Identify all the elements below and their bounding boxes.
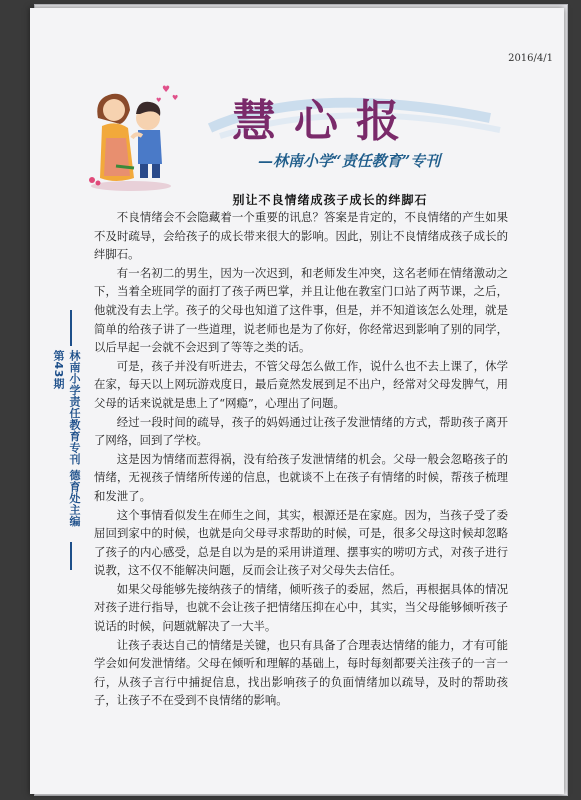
paragraph: 不良情绪会不会隐藏着一个重要的讯息？答案是肯定的，不良情绪的产生如果不及时疏导，会给孩子的成长带来很大的影响。因此，别让不良情绪成孩子成长的绊脚石。 xyxy=(94,210,508,262)
sidebar-column xyxy=(52,310,82,570)
paragraph: 让孩子表达自己的情绪是关键，也只有具备了合理表达情绪的能力，才有可能学会如何发泄情绪。父母在倾听和理解的基础上，每时每刻都要关注孩子的一言一行，从孩子言行中捕捉信息，找出影响孩子的负面情绪加以疏导，及时的帮助孩子，让孩子不在受到不良情绪的影响。 xyxy=(94,637,508,708)
paragraph: 经过一段时间的疏导，孩子的妈妈通过让孩子发泄情绪的方式，帮助孩子离开了网络，回到了学校。 xyxy=(94,414,508,448)
paragraph: 有一名初二的男生，因为一次迟到，和老师发生冲突，这名老师在情绪激动之下，当着全班同学的面打了孩子两巴掌，并且让他在教室门口站了两节课，之后，他就没有去上学。孩子的父母也知道了这件事，但是，并不知道该怎么处理，就是简单的给孩子讲了一些道理，说老师也是为了你好，你经常迟到影响了别的同学，以后早起一会就不会迟到了等等之类的话。 xyxy=(94,265,508,355)
paragraph: 这是因为情绪而惹得祸，没有给孩子发泄情绪的机会。父母一般会忽略孩子的情绪，无视孩子情绪所传递的信息，也就谈不上在孩子有情绪的时候，帮孩子梳理和发泄了。 xyxy=(94,451,508,503)
sidebar-rule-top xyxy=(70,310,72,346)
issue-date: 2016/4/1 xyxy=(508,53,553,64)
article-body xyxy=(94,208,508,710)
masthead-title: 慧心报 xyxy=(232,96,418,147)
paragraph: 可是，孩子并没有听进去，不管父母怎么做工作，说什么也不去上课了，休学在家，每天以上网玩游戏度日，最后竟然发展到足不出户，经常对父母发脾气，用父母的话来说就是患上了“网瘾”，心理出了问题。 xyxy=(94,358,508,410)
svg-text:♥: ♥ xyxy=(172,94,179,102)
svg-text:♥: ♥ xyxy=(162,85,171,95)
svg-text:♥: ♥ xyxy=(156,97,162,104)
masthead-subtitle: —林南小学“责任教育”专刊 xyxy=(258,152,441,170)
article-title: 别让不良情绪成孩子成长的绊脚石 xyxy=(232,193,428,207)
sidebar-rule-bottom xyxy=(70,542,72,570)
paragraph: 如果父母能够先接纳孩子的情绪，倾听孩子的委屈，然后，再根据具体的情况对孩子进行指导，也就不会让孩子把情绪压抑在心中，其实，当父母能够倾听孩子说话的时候，问题就解决了一大半。 xyxy=(94,581,508,634)
paragraph: 这个事情看似发生在师生之间，其实，根源还是在家庭。因为，当孩子受了委屈回到家中的时候，也就是向父母寻求帮助的时候，可是，很多父母这时候却忽略了孩子的内心感受，总是自以为是的采用讲道理、摆事实的唠叨方式，对孩子进行说教，这不仅不能解决问题，反而会让孩子对父母失去信任。 xyxy=(94,507,508,578)
sidebar-vertical-text: 林南小学责任教育专刊 德育处主编 第43期 xyxy=(52,350,81,527)
mother-child-illustration xyxy=(76,78,186,193)
